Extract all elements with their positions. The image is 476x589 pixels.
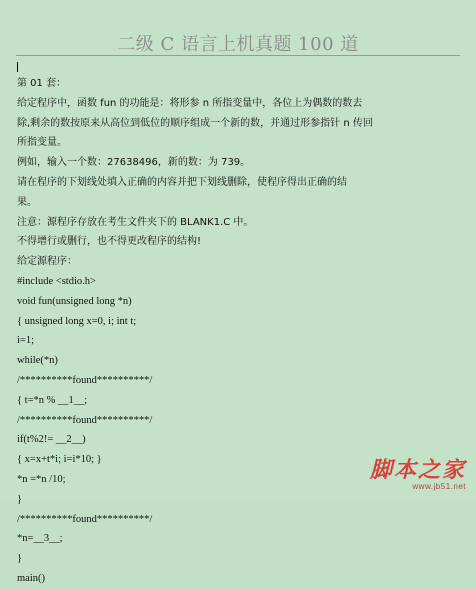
text-line: 所指变量。 <box>17 137 67 149</box>
code-line: } <box>17 493 23 505</box>
watermark-url: www.jb51.net <box>412 482 466 491</box>
code-line: /**********found**********/ <box>17 414 153 426</box>
site-watermark <box>370 458 466 492</box>
code-line: i=1; <box>17 335 35 347</box>
code-line: void fun(unsigned long *n) <box>17 295 132 307</box>
document-title: 二级 C 语言上机真题 100 道 <box>117 34 359 55</box>
text-line: 第 01 套： <box>17 78 67 89</box>
text-line: 给定源程序： <box>17 256 77 268</box>
text-line: 除,剩余的数按原来从高位到低位的顺序组成一个新的数，并通过形参指针 n 传回 <box>17 117 373 129</box>
header-rule <box>16 55 460 56</box>
code-line: *n=__3__; <box>17 533 63 545</box>
text-line: 给定程序中，函数 fun 的功能是：将形参 n 所指变量中，各位上为偶数的数去 <box>17 97 363 109</box>
code-line: } <box>17 553 23 565</box>
text-cursor <box>17 62 18 72</box>
code-line: main() <box>17 572 45 584</box>
code-line: if(t%2!= __2__) <box>17 434 86 446</box>
code-line: { x=x+t*i; i=i*10; } <box>17 454 102 466</box>
code-line: { t=*n % __1__; <box>17 394 88 406</box>
document-body[interactable] <box>17 74 467 589</box>
code-line: { unsigned long x=0, i; int t; <box>17 315 137 327</box>
code-line: /**********found**********/ <box>17 374 153 386</box>
text-line: 例如，输入一个数：27638496，新的数：为 739。 <box>17 157 251 169</box>
watermark-brand: 脚本之家 <box>369 457 466 483</box>
text-line: 不得增行或删行，也不得更改程序的结构! <box>17 236 202 248</box>
text-line: 果。 <box>17 196 37 208</box>
code-line: while(*n) <box>17 355 58 367</box>
code-line: *n =*n /10; <box>17 473 66 485</box>
text-line: 请在程序的下划线处填入正确的内容并把下划线删除，使程序得出正确的结 <box>17 176 347 188</box>
code-line: #include <stdio.h> <box>17 275 96 287</box>
text-line: 注意：源程序存放在考生文件夹下的 BLANK1.C 中。 <box>17 216 254 228</box>
code-line: /**********found**********/ <box>17 513 153 525</box>
